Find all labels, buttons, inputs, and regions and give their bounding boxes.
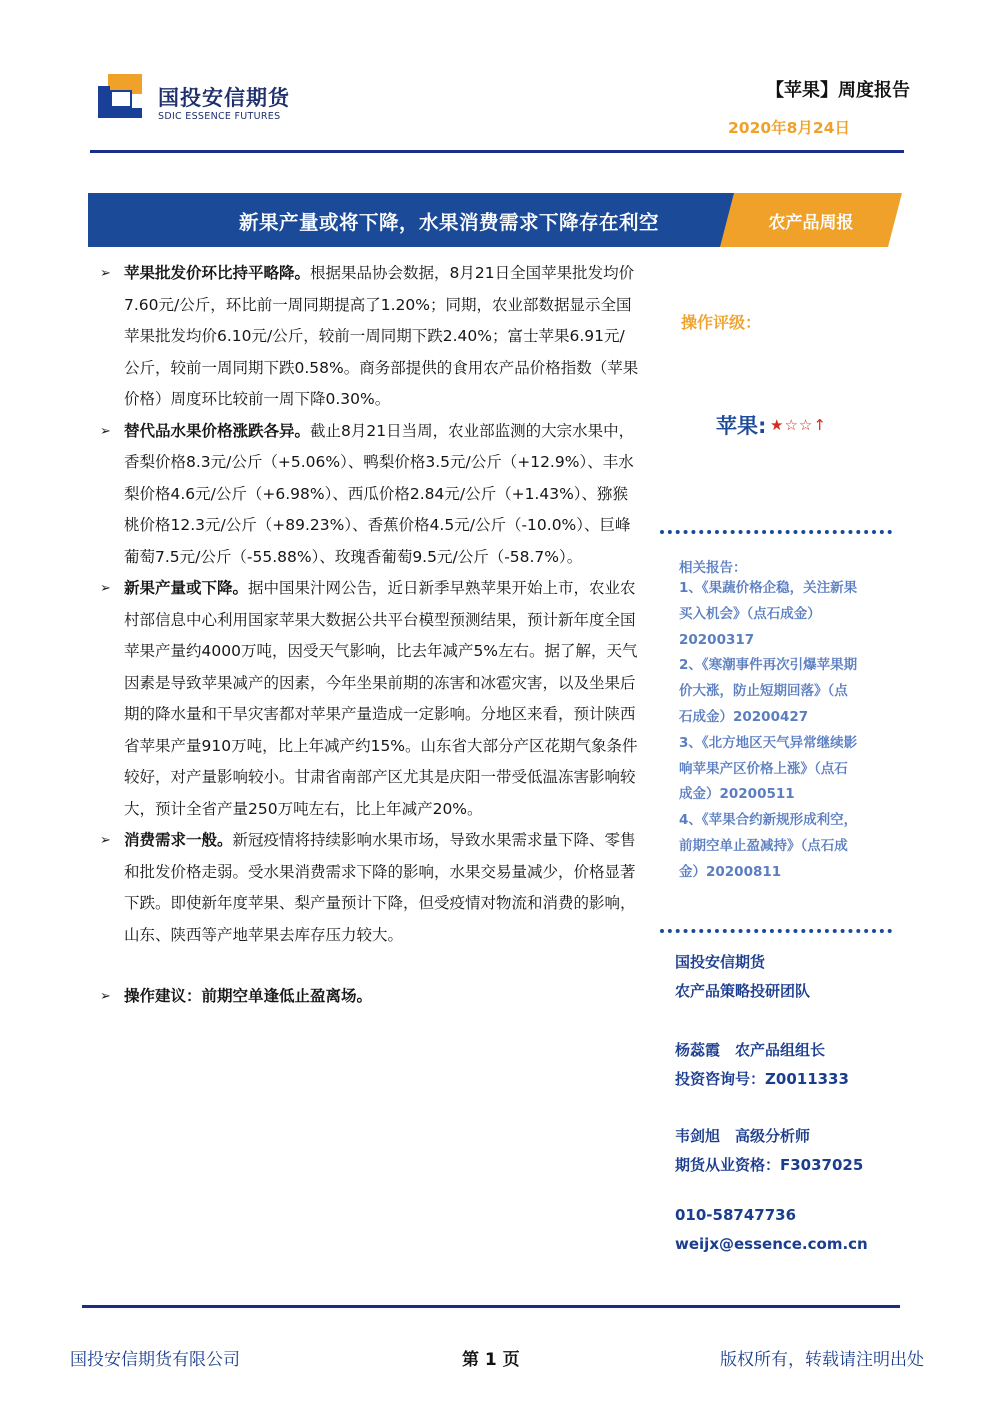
- bullet-point: [100, 416, 640, 574]
- report-title: 新果产量或将下降，水果消费需求下降存在利空: [238, 211, 659, 234]
- related-report-line[interactable]: 成金）20200511: [679, 786, 795, 803]
- logo-english-name: SDIC ESSENCE FUTURES: [158, 111, 281, 122]
- contact-email[interactable]: weijx@essence.com.cn: [675, 1235, 868, 1253]
- bullet-heading: 消费需求一般。: [124, 831, 233, 849]
- arrow-bullet-icon: ➢: [100, 989, 111, 1004]
- related-report-line[interactable]: 前期空单止盈减持》（点石成: [679, 837, 848, 854]
- bullet-heading: 操作建议：前期空单逢低止盈离场。: [124, 987, 373, 1005]
- related-report-line[interactable]: 响苹果产区价格上涨》（点石: [679, 760, 848, 777]
- related-report-line[interactable]: 3、《北方地区天气异常继续影: [679, 734, 858, 751]
- team-company: 国投安信期货: [675, 953, 766, 971]
- analyst-name-title: 杨蕊霞 农产品组组长: [675, 1041, 826, 1059]
- team-info: [675, 948, 905, 1006]
- related-reports-list: [679, 576, 894, 886]
- main-content: [100, 258, 640, 1013]
- bullet-text: 据中国果汁网公告，近日新季早熟苹果开始上市，农业农村部信息中心利用国家苹果大数据公共平台模型预测结果，预计新年度全国苹果产量约4000万吨，因受天气影响，比去年减产5%左右。据了解，天气因素是导致苹果减产的因素，今年坐果前期的冻害和冰雹灾害，以及坐果后期的降水量和干旱灾害都对苹果产量造成一定影响。分地区来看，预计陕西省苹果产量910万吨，比上年减产约15%。山东省大部分产区花期气象条件较好，对产量影响较小。甘肃省南部产区尤其是庆阳一带受低温冻害影响较大，预计全省产量250万吨左右，比上年减产20%。: [124, 579, 638, 818]
- related-report-line[interactable]: 买入机会》（点石成金）: [679, 605, 821, 622]
- contact-phone[interactable]: 010-58747736: [675, 1206, 797, 1224]
- bullet-point: [100, 258, 640, 416]
- header-divider: [90, 150, 904, 153]
- related-reports-label: 相关报告：: [679, 560, 747, 576]
- analyst-name-title: 韦剑旭 高级分析师: [675, 1127, 811, 1145]
- bullet-point: [100, 573, 640, 825]
- analyst-license: 投资咨询号：Z0011333: [675, 1070, 849, 1088]
- contact-info: [675, 1201, 905, 1259]
- related-report-line[interactable]: 4、《苹果合约新规形成利空，: [679, 812, 858, 829]
- arrow-bullet-icon: ➢: [100, 423, 111, 439]
- related-report-line[interactable]: 价大涨，防止短期回落》（点: [679, 683, 848, 700]
- bullet-text: 根据果品协会数据，8月21日全国苹果批发均价7.60元/公斤，环比前一周同期提高了1.20%；同期，农业部数据显示全国苹果批发均价6.10元/公斤，较前一周同期下跌2.40%；富士苹果6.91元/公斤，较前一周同期下跌0.58%。商务部提供的食用农产品价格指数（苹果价格）周度环比较前一周下降0.30%。: [124, 264, 639, 408]
- team-name: 农产品策略投研团队: [675, 982, 811, 1000]
- arrow-bullet-icon: ➢: [100, 833, 111, 848]
- related-report-line[interactable]: 金）20200811: [679, 863, 782, 880]
- logo-company-name: 国投安信期货: [158, 86, 290, 110]
- bullet-heading: 苹果批发价环比持平略降。: [124, 264, 311, 282]
- bullet-point: [100, 825, 640, 951]
- bullet-heading: 替代品水果价格涨跌各异。: [124, 421, 311, 440]
- page-number: 第 1 页: [462, 1350, 520, 1370]
- rating-stars: ★☆☆↑: [770, 416, 827, 434]
- footer-company: 国投安信期货有限公司: [70, 1350, 240, 1370]
- footer-copyright: 版权所有，转载请注明出处: [720, 1350, 924, 1370]
- report-type: 【苹果】周度报告: [766, 80, 910, 101]
- footer-divider: [82, 1305, 900, 1308]
- bullet-point: [100, 981, 640, 1013]
- rating-item: 苹果:: [716, 414, 767, 438]
- report-date: 2020年8月24日: [728, 119, 850, 137]
- bullet-text: 新冠疫情将持续影响水果市场，导致水果需求量下降、零售和批发价格走弱。受水果消费需求下降的影响，水果交易量减少，价格显著下跌。即使新年度苹果、梨产量预计下降，但受疫情对物流和消费的影响，山东、陕西等产地苹果去库存压力较大。: [124, 831, 636, 944]
- arrow-bullet-icon: ➢: [100, 266, 111, 281]
- report-category-tag: 农产品周报: [768, 213, 854, 233]
- analyst-2: [675, 1122, 905, 1180]
- bullet-text: 截止8月21日当周，农业部监测的大宗水果中，香梨价格8.3元/公斤（+5.06%）、鸭梨价格3.5元/公斤（+12.9%）、丰水梨价格4.6元/公斤（+6.98%）、西瓜价格2.84元/公斤（+1.43%）、猕猴桃价格12.3元/公斤（+89.23%）、香蕉价格4.5元/公斤（-10.0%）、巨峰葡萄7.5元/公斤（-55.88%）、玫瑰香葡萄9.5元/公斤（-58.7%）。: [124, 421, 635, 566]
- sidebar-divider: [660, 929, 892, 933]
- arrow-bullet-icon: ➢: [100, 581, 111, 596]
- related-report-line[interactable]: 石成金）20200427: [679, 708, 809, 725]
- company-logo-icon: [98, 74, 142, 118]
- rating-label: 操作评级：: [681, 313, 762, 332]
- bullet-heading: 新果产量或下降。: [124, 579, 249, 597]
- title-banner: [88, 193, 902, 247]
- analyst-license: 期货从业资格：F3037025: [675, 1156, 864, 1174]
- analyst-1: [675, 1036, 905, 1094]
- related-report-line[interactable]: 2、《寒潮事件再次引爆苹果期: [679, 657, 858, 674]
- sidebar-divider: [660, 530, 892, 534]
- related-report-line[interactable]: 1、《果蔬价格企稳，关注新果: [679, 580, 858, 596]
- related-report-line[interactable]: 20200317: [679, 631, 755, 648]
